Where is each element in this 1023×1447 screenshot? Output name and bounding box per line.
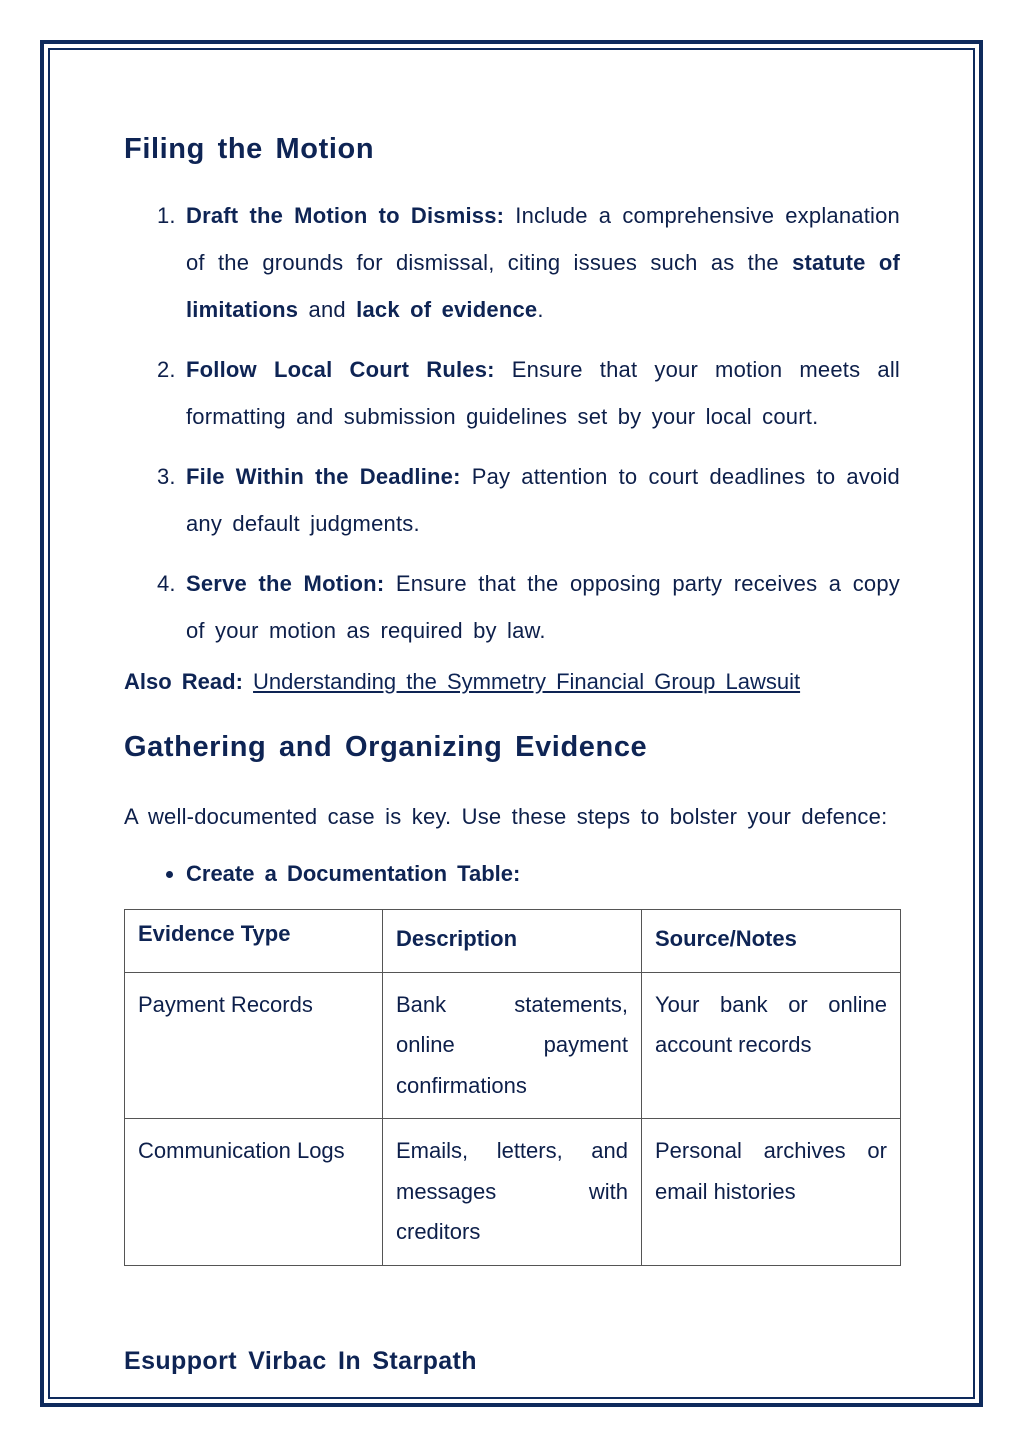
table-cell: Emails, letters, and messages with creditors — [383, 1119, 642, 1266]
table-cell: Communication Logs — [125, 1119, 383, 1266]
step-4-text: Ensure that the opposing party receives a copy of your motion as required by law. — [186, 571, 900, 643]
step-3-title: File Within the Deadline: — [186, 464, 461, 489]
filing-steps-list — [124, 192, 900, 654]
also-read — [124, 667, 900, 697]
step-3-text: Pay attention to court deadlines to avoid any default judgments. — [186, 464, 900, 536]
table-cell: Payment Records — [125, 972, 383, 1119]
footer-heading: Esupport Virbac In Starpath — [124, 1347, 477, 1375]
documentation-table-bullet: • Create a Documentation Table: — [186, 859, 900, 889]
filing-heading: Filing the Motion — [124, 133, 375, 165]
step-4-title: Serve the Motion: — [186, 571, 385, 596]
statute-term: statute of limitations — [186, 250, 901, 322]
filing-step-4 — [186, 560, 900, 654]
filing-step-2 — [186, 346, 900, 440]
also-read-label: Also Read: — [124, 669, 243, 694]
table-header-source-notes: Source/Notes — [642, 910, 901, 973]
document-content — [124, 128, 900, 1266]
step-2-text: Ensure that your motion meets all formatting and submission guidelines set by your local court. — [186, 357, 900, 429]
table-cell: Personal archives or email histories — [642, 1119, 901, 1266]
table-cell: Bank statements, online payment confirmations — [383, 972, 642, 1119]
also-read-link[interactable]: Understanding the Symmetry Financial Group Lawsuit — [253, 669, 801, 694]
gathering-intro: A well-documented case is key. Use these steps to bolster your defence: — [124, 804, 888, 829]
step-2-title: Follow Local Court Rules: — [186, 357, 495, 382]
step-1-text-before: Include a comprehensive explanation of the grounds for dismissal, citing issues such as the — [186, 203, 900, 275]
gathering-bullets — [124, 859, 900, 889]
step-1-text-mid: and — [298, 297, 357, 322]
step-1-text-after: . — [537, 297, 544, 322]
table-cell: Your bank or online account records — [642, 972, 901, 1119]
filing-step-3 — [186, 453, 900, 547]
step-1-title: Draft the Motion to Dismiss: — [186, 203, 505, 228]
table-row — [125, 1119, 901, 1266]
gathering-heading: Gathering and Organizing Evidence — [124, 731, 648, 763]
filing-step-1 — [186, 192, 900, 333]
table-header-evidence-type: Evidence Type — [125, 910, 383, 973]
table-header-row — [125, 910, 901, 973]
evidence-term: lack of evidence — [356, 297, 538, 322]
table-row — [125, 972, 901, 1119]
documentation-table — [124, 909, 901, 1266]
table-header-description: Description — [383, 910, 642, 973]
